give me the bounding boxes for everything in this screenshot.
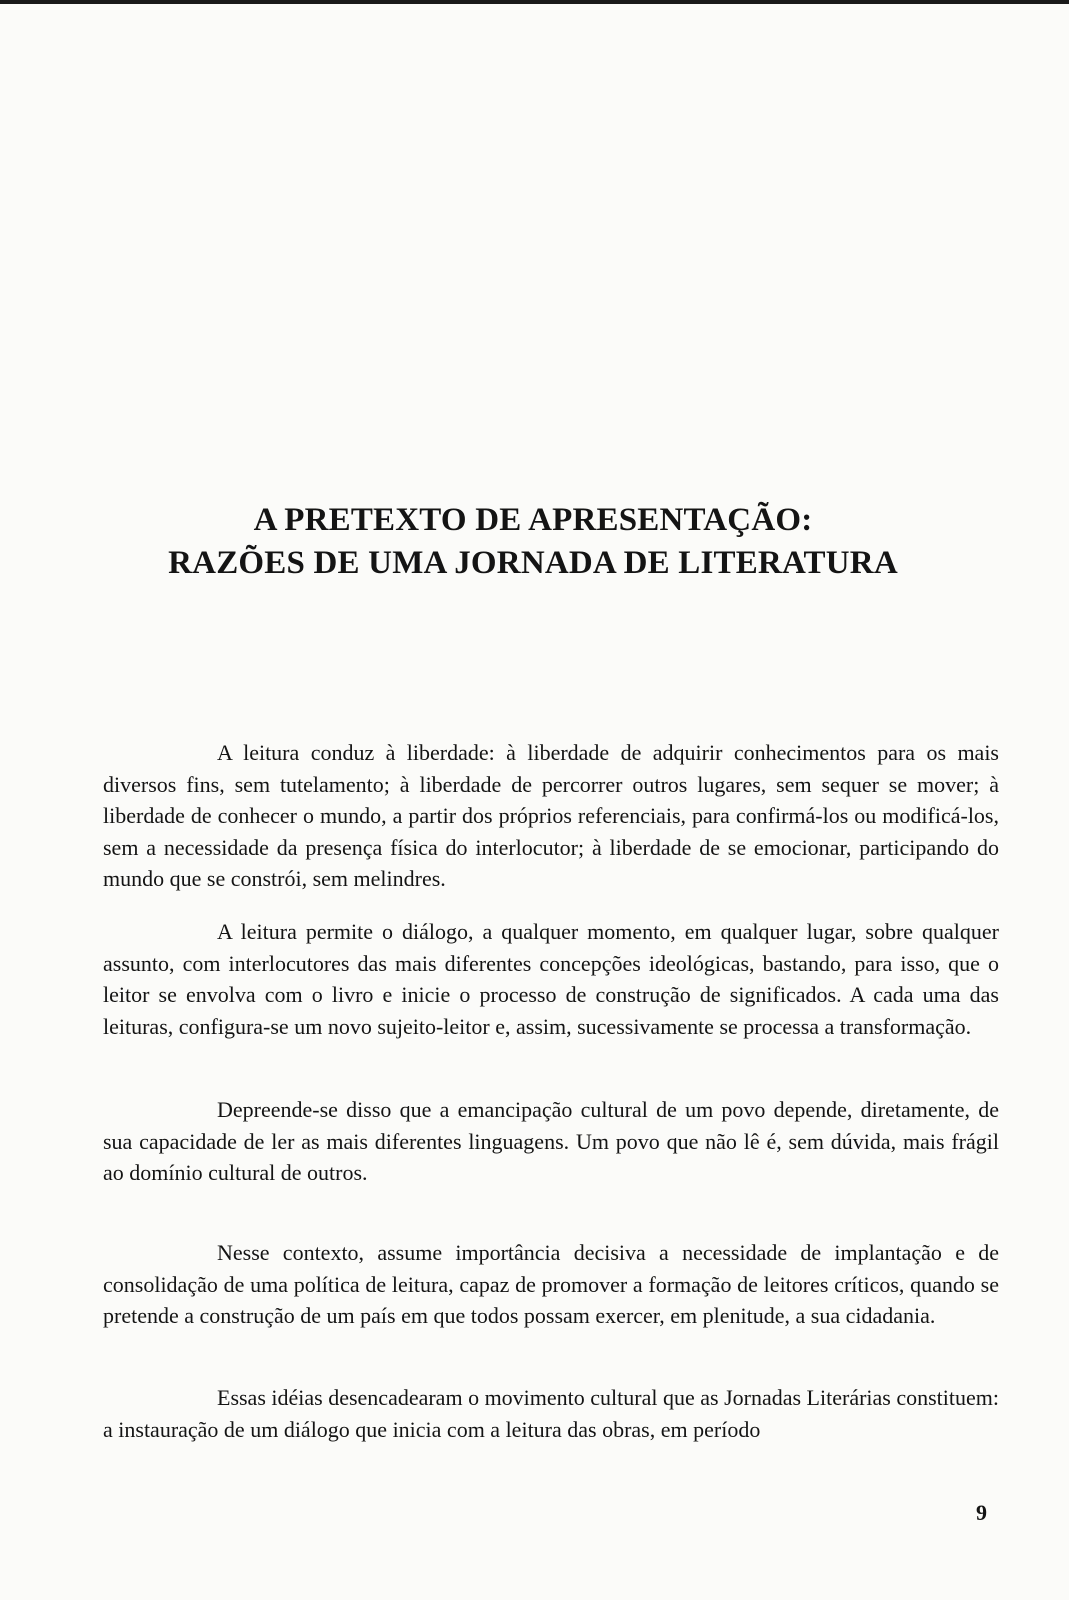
page-top-edge	[0, 0, 1069, 4]
paragraph-4: Nesse contexto, assume importância decisiva a necessidade de implantação e de consolidação de uma política de leitura, capaz de promover a formação de leitores críticos, quando se pretende a construção de um país em que todos possam exercer, em plenitude, a sua cidadania.	[103, 1240, 999, 1328]
paragraph-3: Depreende-se disso que a emancipação cultural de um povo depende, diretamente, de sua capacidade de ler as mais diferentes linguagens. Um povo que não lê é, sem dúvida, mais frágil ao domínio cultural de outros.	[103, 1097, 999, 1185]
title-line-2: RAZÕES DE UMA JORNADA DE LITERATURA	[168, 545, 898, 581]
title-line-1: A PRETEXTO DE APRESENTAÇÃO:	[253, 502, 813, 538]
paragraph-5: Essas idéias desencadearam o movimento cultural que as Jornadas Literárias constituem: a instauração de um diálogo que inicia com a leitura das obras, em período	[103, 1385, 999, 1442]
paragraph-2: A leitura permite o diálogo, a qualquer momento, em qualquer lugar, sobre qualquer assunto, com interlocutores das mais diferentes concepções ideológicas, bastando, para isso, que o leitor se envolva com o livro e inicie o processo de construção de significados. A cada uma das leituras, configura-se um novo sujeito-leitor e, assim, sucessivamente se processa a transformação.	[103, 919, 999, 1039]
paragraph-1: A leitura conduz à liberdade: à liberdade de adquirir conhecimentos para os mais diversos fins, sem tutelamento; à liberdade de percorrer outros lugares, sem sequer se mover; à liberdade de conhecer o mundo, a partir dos próprios referenciais, para confirmá-los ou modificá-los, sem a necessidade da presença física do interlocutor; à liberdade de se emocionar, participando do mundo que se constrói, sem melindres.	[103, 740, 999, 891]
page-number: 9	[976, 1500, 987, 1525]
